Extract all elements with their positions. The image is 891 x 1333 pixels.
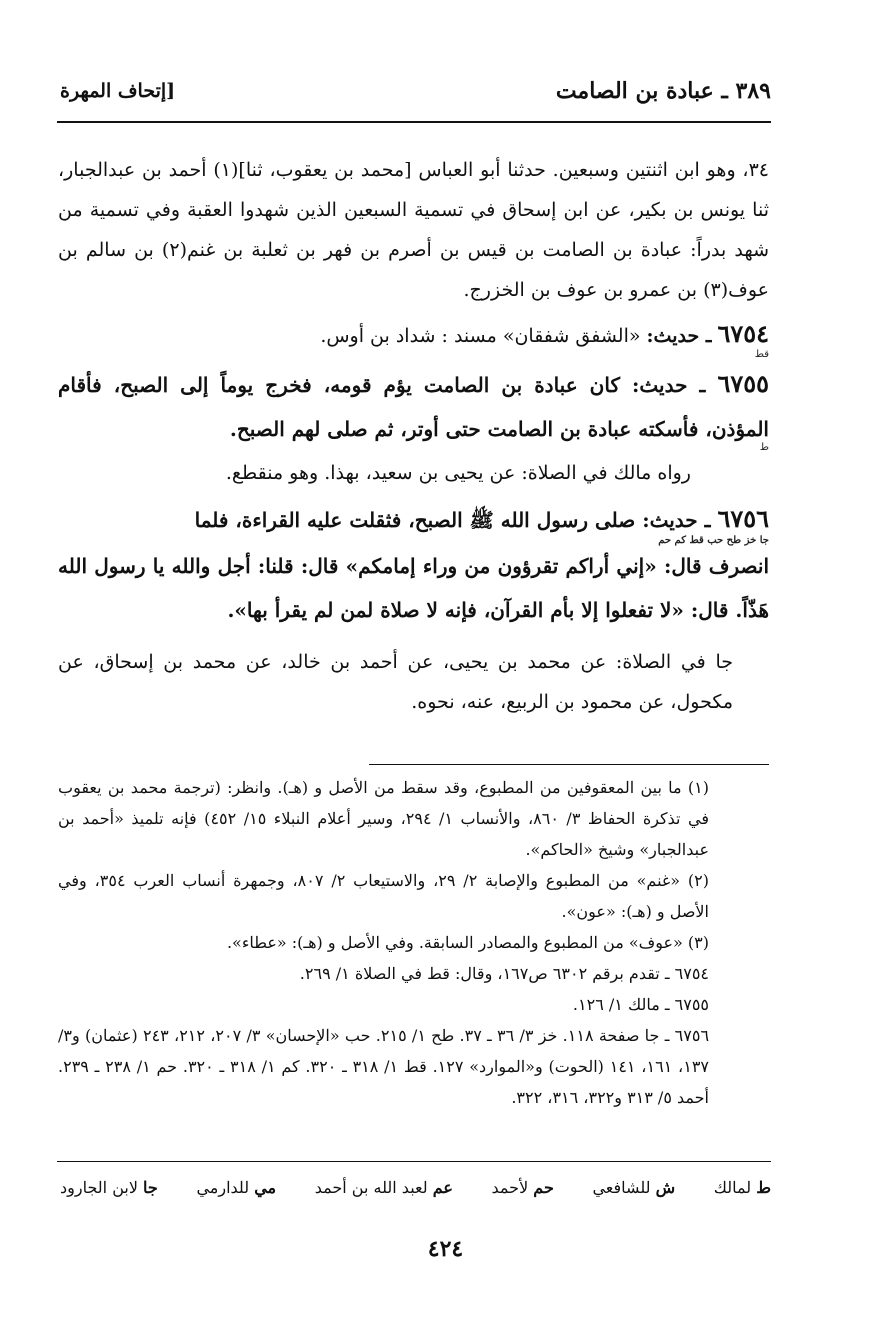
hadith-number: ٦٧٥٥	[717, 369, 769, 398]
footnote-divider	[369, 764, 769, 765]
source-codes: جا خز طح حب قط كم حم	[658, 535, 769, 546]
hadith-text: «الشفق شفقان» مسند : شداد بن أوس.	[320, 325, 641, 347]
header-divider	[57, 121, 771, 123]
hadith-6756	[58, 497, 769, 632]
footnote-1: (١) ما بين المعقوفين من المطبوع، وقد سقط من الأصل و (هـ). وانظر: (ترجمة محمد بن يعقوب في تذكرة الحفاظ ٣/ ٨٦٠، والأنساب ١/ ٢٩٤، وسير أعلام النبلاء ١٥/ ٤٥٢) فإنه تلميذ «أحمد بن عبدالجبار» وشيخ «الحاكم».	[58, 778, 709, 859]
book-title: [إتحاف المهرة	[60, 80, 176, 102]
hadith-source: رواه مالك في الصلاة: عن يحيى بن سعيد، بهذا. وهو منقطع.	[225, 462, 691, 484]
legend-item: جا لابن الجارود	[60, 1178, 158, 1197]
legend-item: عم لعبد الله بن أحمد	[314, 1178, 453, 1197]
footnotes	[58, 772, 769, 1113]
hadith-label: ـ حديث:	[642, 508, 711, 532]
hadith-number: ٦٧٥٦	[717, 504, 769, 533]
hadith-source: جا في الصلاة: عن محمد بن يحيى، عن أحمد بن خالد، عن محمد بن إسحاق، عن مكحول، عن محمود بن الربيع، عنه، نحوه.	[58, 651, 733, 713]
intro-paragraph: ٣٤، وهو ابن اثنتين وسبعين. حدثنا أبو العباس [محمد بن يعقوب، ثنا](١) أحمد بن عبدالجبار، ثنا يونس بن بكير، عن ابن إسحاق في تسمية السبعين الذين شهدوا العقبة وفي تسمية من شهد بدراً: عبادة بن الصامت بن قيس بن أصرم بن فهر بن ثعلبة بن غنم(٢) بن سالم بن عوف(٣) بن عمرو بن عوف بن الخزرج.	[58, 159, 769, 301]
abbreviation-legend	[60, 1178, 771, 1208]
legend-item: مي للدارمي	[196, 1178, 277, 1197]
legend-item: حم لأحمد	[491, 1178, 554, 1197]
hadith-label: ـ حديث:	[646, 325, 712, 347]
hadith-6754	[58, 314, 769, 360]
legend-divider	[57, 1161, 771, 1162]
chapter-title: ٣٨٩ ـ عبادة بن الصامت	[555, 78, 771, 104]
footnote-2: (٢) «غنم» من المطبوع والإصابة ٢/ ٢٩، والاستيعاب ٢/ ٨٠٧، وجمهرة أنساب العرب ٣٥٤، وفي الأصل و (هـ): «عون».	[58, 871, 710, 921]
hadith-number: ٦٧٥٤	[717, 319, 769, 348]
hadith-text: كان عبادة بن الصامت يؤم قومه، فخرج يوماً إلى الصبح، فأقام المؤذن، فأسكته عبادة بن الصامت حتى أوتر، ثم صلى لهم الصبح.	[58, 373, 769, 441]
hadith-6755	[58, 362, 769, 451]
source-code: قط	[754, 349, 769, 360]
takhrij-6755: ٦٧٥٥ ـ مالك ١/ ١٢٦.	[572, 995, 709, 1014]
hadith-text: انصرف قال: «إني أراكم تقرؤون من وراء إمامكم» قال: قلنا: أجل والله يا رسول الله هَذّاً. قال: «لا تفعلوا إلا بأم القرآن، فإنه لا صلاة لمن لم يقرأ بها».	[58, 554, 769, 622]
takhrij-6754: ٦٧٥٤ ـ تقدم برقم ٦٣٠٢ ص١٦٧، وقال: قط في الصلاة ١/ ٢٦٩.	[299, 964, 709, 983]
hadith-text-line1: صلى رسول الله ﷺ الصبح، فثقلت عليه القراءة، فلما	[194, 508, 636, 532]
running-header	[60, 78, 771, 112]
takhrij-6756: ٦٧٥٦ ـ جا صفحة ١١٨. خز ٣/ ٣٦ ـ ٣٧. طح ١/ ٢١٥. حب «الإحسان» ٣/ ٢٠٧، ٢١٢، ٢٤٣ (عثمان) و٣/ ١٣٧، ١٦١، ١٤١ (الحوت) و«الموارد» ١٢٧. قط ١/ ٣١٨ ـ ٣٢٠. كم ١/ ٣١٨ ـ ٣٢٠. حم ١/ ٢٣٨ ـ ٢٣٩. أحمد ٥/ ٣١٣ و٣٢٢، ٣١٦، ٣٢٢.	[58, 1026, 710, 1107]
hadith-label: ـ حديث:	[632, 373, 706, 397]
footnote-3: (٣) «عوف» من المطبوع والمصادر السابقة. وفي الأصل و (هـ): «عطاء».	[226, 933, 709, 952]
main-text	[58, 150, 769, 722]
legend-item: ش للشافعي	[592, 1178, 676, 1197]
page-number: ٤٢٤	[427, 1236, 464, 1262]
legend-item: ط لمالك	[713, 1178, 771, 1197]
source-code: ط	[759, 442, 769, 453]
